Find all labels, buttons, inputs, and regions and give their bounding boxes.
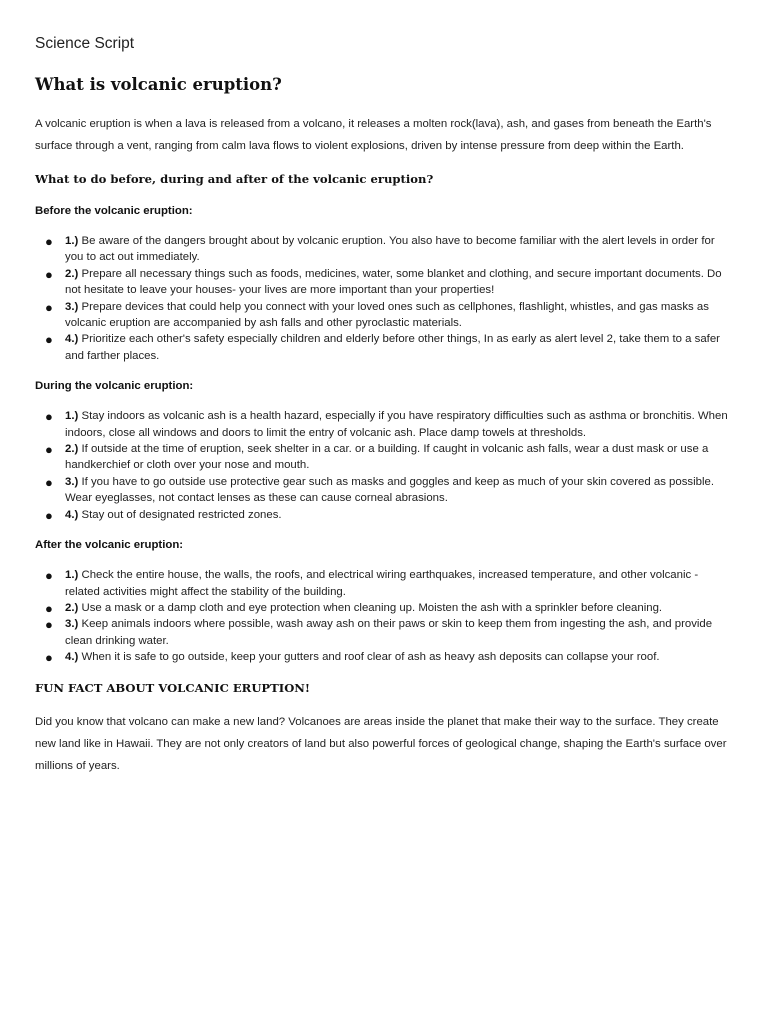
list-item xyxy=(35,299,733,332)
item-text: Stay indoors as volcanic ash is a health hazard, especially if you have respiratory difficulties such as asthma or bronchitis. When indoors, close all windows and doors to limit the entry of volcanic ash. Place damp towels at thresholds. xyxy=(65,410,728,439)
bullet-icon: ● xyxy=(45,409,53,425)
after-list xyxy=(35,567,733,665)
item-text: Stay out of designated restricted zones. xyxy=(81,508,282,521)
item-text: Prepare all necessary things such as foods, medicines, water, some blanket and clothing, and secure important documents. Do not hesitate to leave your houses- your lives are more important than your properties! xyxy=(65,267,722,297)
before-list xyxy=(35,233,733,364)
list-item xyxy=(35,567,733,600)
item-number: 3.) xyxy=(65,475,79,488)
list-item xyxy=(35,600,733,616)
item-text: Use a mask or a damp cloth and eye protection when cleaning up. Moisten the ash with a sprinkler before cleaning. xyxy=(81,601,663,614)
bullet-icon: ● xyxy=(45,568,53,584)
bullet-icon: ● xyxy=(45,650,53,666)
item-text: When it is safe to go outside, keep your gutters and roof clear of ash as heavy ash deposits can collapse your roof. xyxy=(81,651,660,664)
fun-fact-paragraph: Did you know that volcano can make a new land? Volcanoes are areas inside the planet that make their way to the surface. They create new land like in Hawaii. They are not only creators of land but also powerful forces of geological change, shaping the Earth's surface over millions of years. xyxy=(35,715,727,772)
before-section xyxy=(35,202,733,364)
item-text: If you have to go outside use protective gear such as masks and goggles and keep as much of your skin covered as possible. Wear eyeglasses, not contact lenses as these can cause corneal abrasions. xyxy=(65,475,715,505)
during-heading: During the volcanic eruption: xyxy=(35,380,194,393)
item-number: 3.) xyxy=(65,618,79,631)
list-item xyxy=(35,233,733,266)
item-number: 4.) xyxy=(65,508,79,521)
bullet-icon: ● xyxy=(45,600,53,616)
list-item xyxy=(35,441,733,474)
list-item xyxy=(35,507,733,523)
during-list xyxy=(35,408,733,523)
list-item xyxy=(35,474,733,507)
list-item xyxy=(35,331,733,364)
after-heading: After the volcanic eruption: xyxy=(35,539,184,552)
page-title: What is volcanic eruption? xyxy=(35,75,282,94)
item-text: Keep animals indoors where possible, wash away ash on their paws or skin to keep them from ingesting the ash, and provide clean drinking water. xyxy=(65,618,713,647)
bullet-icon: ● xyxy=(45,442,53,458)
bullet-icon: ● xyxy=(45,474,53,490)
after-section xyxy=(35,536,733,665)
item-number: 1.) xyxy=(65,569,79,582)
section-subtitle: What to do before, during and after of the volcanic eruption? xyxy=(35,172,434,186)
bullet-icon: ● xyxy=(45,332,53,348)
item-text: Prioritize each other's safety especially children and elderly before other things, In as early as alert level 2, take them to a safer and farther places. xyxy=(65,333,720,362)
bullet-icon: ● xyxy=(45,507,53,523)
bullet-icon: ● xyxy=(45,234,53,249)
list-item xyxy=(35,649,733,665)
item-text: Prepare devices that could help you connect with your loved ones such as cellphones, flashlight, whistles, and gas masks as volcanic eruption are accompanied by ash falls and other pyroclastic materials. xyxy=(65,300,709,330)
fun-fact-title: FUN FACT ABOUT VOLCANIC ERUPTION! xyxy=(35,680,310,695)
item-text: Check the entire house, the walls, the roofs, and electrical wiring earthquakes, increased temperature, and other volcanic - related activities might affect the stability of the building. xyxy=(65,569,699,598)
before-heading: Before the volcanic eruption: xyxy=(35,205,193,217)
list-item xyxy=(35,408,733,441)
intro-paragraph: A volcanic eruption is when a lava is released from a volcano, it releases a molten rock(lava), ash, and gases from beneath the Earth's surface through a vent, ranging from calm lava flows to violent explosions, driven by intense pressure from deep within the Earth. xyxy=(35,118,712,152)
item-text: If outside at the time of eruption, seek shelter in a car. or a building. If caught in volcanic ash falls, wear a dust mask or use a handkerchief or cloth over your nose and mouth. xyxy=(65,443,709,472)
list-item xyxy=(35,266,733,299)
document-label: Science Script xyxy=(35,35,135,52)
bullet-icon: ● xyxy=(45,617,53,633)
item-number: 4.) xyxy=(65,333,79,346)
bullet-icon: ● xyxy=(45,299,53,315)
item-number: 1.) xyxy=(65,235,79,247)
item-number: 3.) xyxy=(65,300,79,313)
list-item xyxy=(35,616,733,649)
during-section xyxy=(35,377,733,523)
bullet-icon: ● xyxy=(45,266,53,282)
item-number: 1.) xyxy=(65,410,79,423)
item-number: 2.) xyxy=(65,267,79,280)
item-number: 4.) xyxy=(65,651,79,664)
item-number: 2.) xyxy=(65,443,79,456)
item-number: 2.) xyxy=(65,601,79,614)
item-text: Be aware of the dangers brought about by volcanic eruption. You also have to become familiar with the alert levels in order for you to act out immediately. xyxy=(65,235,715,264)
